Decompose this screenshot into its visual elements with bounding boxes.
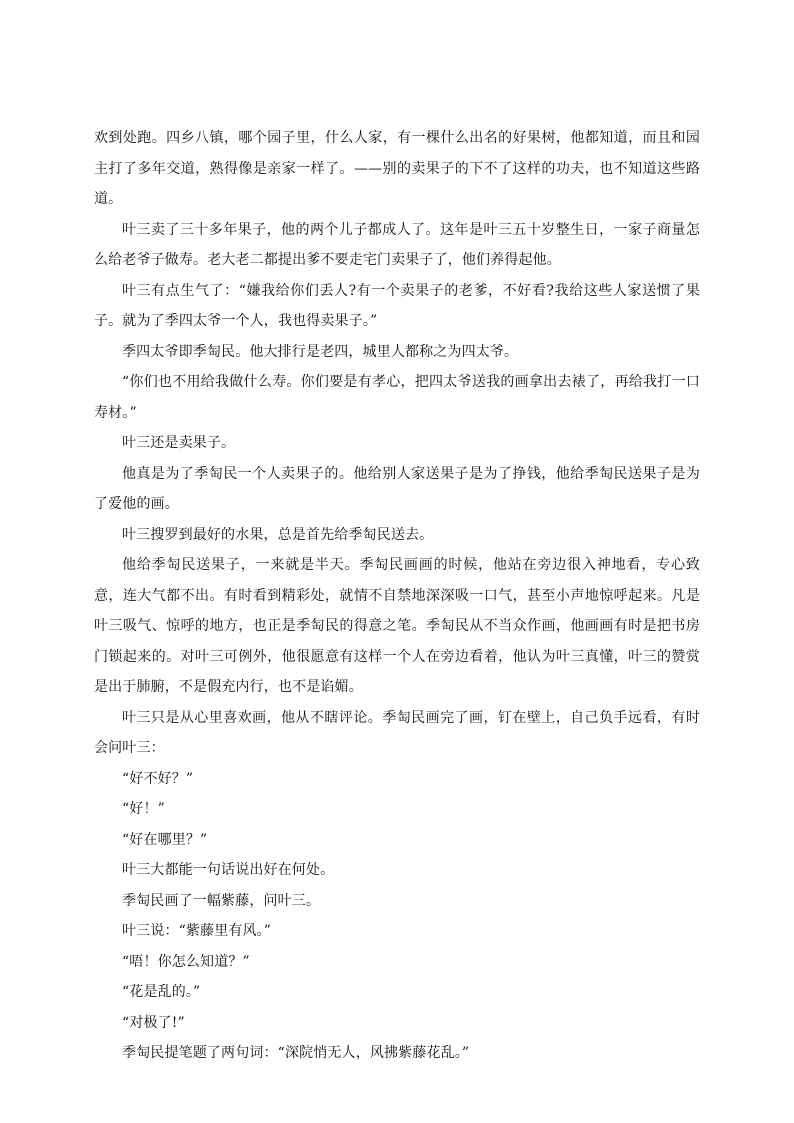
dialogue-line: “好！” [122,801,165,817]
paragraph: 欢到处跑。四乡八镇，哪个园子里，什么人家，有一棵什么出名的好果树，他都知道，而且和园主打了多年交道，熟得像是亲家一样了。——别的卖果子的下不了这样的功夫，也不知道这些路道。 [94,130,700,207]
paragraph: 叶三还是卖果子。 [122,435,236,451]
paragraph: 叶三大都能一句话说出好在何处。 [122,862,335,878]
paragraph: 他真是为了季匋民一个人卖果子的。他给别人家送果子是为了挣钱，他给季匋民送果子是为了爱他的画。 [94,465,700,512]
dialogue-line: “唔！你怎么知道？” [122,953,250,970]
dialogue-line: “花是乱的。” [122,984,201,1000]
paragraph: 叶三搜罗到最好的水果，总是首先给季匋民送去。 [122,526,434,543]
paragraph: 叶三有点生气了：“嫌我给你们丢人?有一个卖果子的老爹，不好看?我给这些人家送惯了果子。就为了季四太爷一个人，我也得卖果子。” [94,282,700,329]
dialogue-line: “对极了!” [122,1014,185,1031]
paragraph: 叶三卖了三十多年果子，他的两个儿子都成人了。这年是叶三五十岁整生日，一家子商量怎么给老爷子做寿。老大老二都提出爹不要走宅门卖果子了，他们养得起他。 [94,221,700,268]
paragraph: 叶三只是从心里喜欢画，他从不瞎评论。季匋民画完了画，钉在壁上，自己负手远看，有时会问叶三： [94,709,700,756]
paragraph: 季四太爷即季匋民。他大排行是老四，城里人都称之为四太爷。 [122,343,519,360]
dialogue-line: “好在哪里？” [122,831,208,848]
paragraph: “你们也不用给我做什么寿。你们要是有孝心，把四太爷送我的画拿出去裱了，再给我打一口寿材。” [94,374,700,421]
paragraph: 季匋民画了一幅紫藤，问叶三。 [122,892,321,909]
dialogue-line: “好不好？” [122,770,194,787]
document-body [94,123,700,1069]
paragraph: 季匋民提笔题了两句词：“深院悄无人，风拂紫藤花乱。” [122,1045,470,1061]
paragraph: 他给季匋民送果子，一来就是半天。季匋民画画的时候，他站在旁边很入神地看，专心致意，连大气都不出。有时看到精彩处，就情不自禁地深深吸一口气，甚至小声地惊呼起来。凡是叶三吸气、惊呼的地方，也正是季匋民的得意之笔。季匋民从不当众作画，他画画有时是把书房门锁起来的。对叶三可例外，他很愿意有这样一个人在旁边看着，他认为叶三真懂，叶三的赞赏是出于肺腑，不是假充内行，也不是谄媚。 [94,557,700,695]
dialogue-line: 叶三说：“紫藤里有风。” [122,923,272,939]
